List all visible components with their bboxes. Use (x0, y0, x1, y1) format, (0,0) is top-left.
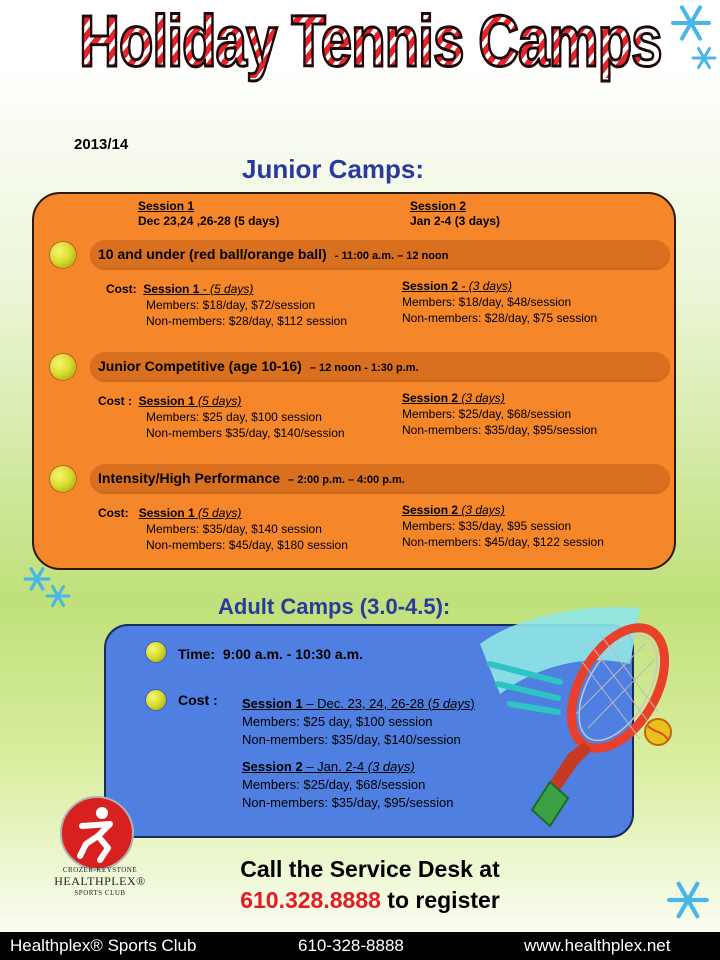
members-price: Members: $18/day, $48/session (402, 295, 572, 309)
call-line1: Call the Service Desk at (240, 856, 500, 882)
session-title: Session 1 (242, 696, 303, 711)
adult-session2 (242, 758, 453, 812)
session-title: Session 2 (402, 391, 459, 405)
program-bar (90, 352, 670, 382)
members-price: Members: $25 day, $100 session (242, 714, 433, 729)
footer-club-name: Healthplex® Sports Club (10, 936, 197, 955)
program-name: Intensity/High Performance (98, 470, 281, 486)
junior-camps-heading: Junior Camps: (242, 154, 425, 184)
session-days: - (3 days) (458, 279, 513, 293)
junior-session2-title: Session 2 (410, 199, 467, 213)
session-dates: – Dec. 23, 24, 26-28 ( (302, 696, 433, 711)
session-days: (3 days) (458, 391, 505, 405)
snowflake-icon (690, 44, 718, 72)
members-price: Members: $35/day, $140 session (146, 522, 322, 536)
members-price: Members: $25/day, $68/session (242, 777, 426, 792)
junior-session2-dates: Jan 2-4 (3 days) (410, 214, 501, 228)
footer-bar (0, 932, 720, 960)
program-cost-session2 (402, 390, 597, 438)
members-price: Members: $35/day, $95 session (402, 519, 572, 533)
junior-session1-title: Session 1 (138, 199, 195, 213)
cost-label: Cost : (178, 692, 218, 708)
snowflake-icon (668, 0, 714, 46)
footer-phone[interactable]: 610-328-8888 (298, 936, 404, 955)
tennis-ball-icon (146, 690, 166, 710)
program-bar (90, 464, 670, 494)
program-time: – 12 noon - 1:30 p.m. (309, 362, 419, 374)
session-title: Session 2 (402, 503, 459, 517)
program-cost-session2 (402, 502, 604, 550)
cost-label: Cost : (98, 394, 132, 408)
nonmembers-price: Non-members: $35/day, $95/session (242, 795, 454, 810)
tennis-ball-icon (50, 354, 76, 380)
nonmembers-price: Non-members: $35/day, $95/session (402, 423, 598, 437)
members-price: Members: $25/day, $68/session (402, 407, 572, 421)
logo-line3: SPORTS CLUB (74, 889, 126, 897)
junior-session1-dates: Dec 23,24 ,26-28 (5 days) (138, 214, 280, 228)
time-value: 9:00 a.m. - 10:30 a.m. (222, 646, 363, 662)
session-dates: – Jan. 2-4 (302, 759, 368, 774)
program-cost-session1 (106, 281, 347, 329)
snowflake-icon (664, 876, 712, 924)
phone-number[interactable]: 610.328.8888 (240, 887, 381, 913)
program-time: - 11:00 a.m. – 12 noon (334, 250, 449, 262)
adult-time-row (178, 645, 363, 663)
program-cost-session1 (98, 505, 348, 553)
session-dates-close: ) (470, 696, 475, 711)
adult-session1 (242, 695, 475, 749)
adult-cost-label (178, 691, 218, 709)
session-days: 5 days (432, 696, 471, 711)
session-title: Session 2 (402, 279, 459, 293)
call-suffix: to register (380, 887, 500, 913)
program-cost-session1 (98, 393, 345, 441)
tennis-ball-icon (50, 242, 76, 268)
logo-line1: CROZER-KEYSTONE (62, 866, 138, 874)
session-title: Session 1 (143, 282, 200, 296)
session-days: (3 days) (367, 759, 415, 774)
nonmembers-price: Non-members: $35/day, $140/session (242, 732, 461, 747)
year-label: 2013/14 (74, 136, 129, 153)
members-price: Members: $18/day, $72/session (146, 298, 316, 312)
nonmembers-price: Non-members: $28/day, $112 session (146, 314, 347, 328)
cost-label: Cost: (106, 282, 137, 296)
session-title: Session 1 (138, 506, 195, 520)
healthplex-logo-icon (60, 796, 134, 870)
session-days: (5 days) (194, 506, 242, 520)
tennis-racket-icon (480, 604, 680, 836)
program-time: – 2:00 p.m. – 4:00 p.m. (288, 474, 405, 486)
junior-session2-header (410, 199, 500, 229)
program-bar (90, 240, 670, 270)
runner-figure-icon (62, 798, 132, 868)
logo-line2: HEALTHPLEX® (54, 874, 146, 888)
program-cost-session2 (402, 278, 597, 326)
nonmembers-price: Non-members $35/day, $140/session (146, 426, 345, 440)
program-name: Junior Competitive (age 10-16) (98, 358, 302, 374)
adult-camps-heading: Adult Camps (3.0-4.5): (218, 594, 451, 619)
cost-label: Cost: (98, 506, 129, 520)
session-title: Session 2 (242, 759, 303, 774)
page-title: Holiday Tennis Camps (79, 2, 662, 82)
footer-website-link[interactable]: www.healthplex.net (524, 936, 671, 955)
nonmembers-price: Non-members: $45/day, $180 session (146, 538, 348, 552)
time-label: Time: (178, 646, 216, 662)
snowflake-icon (44, 582, 72, 610)
session-days: (5 days) (194, 394, 242, 408)
nonmembers-price: Non-members: $45/day, $122 session (402, 535, 604, 549)
program-name: 10 and under (red ball/orange ball) (98, 246, 327, 262)
tennis-ball-icon (146, 642, 166, 662)
call-to-action (140, 854, 600, 916)
junior-session1-header (138, 199, 279, 229)
session-days: - (5 days) (199, 282, 254, 296)
session-days: (3 days) (458, 503, 505, 517)
members-price: Members: $25 day, $100 session (146, 410, 322, 424)
session-title: Session 1 (138, 394, 195, 408)
nonmembers-price: Non-members: $28/day, $75 session (402, 311, 598, 325)
tennis-ball-icon (50, 466, 76, 492)
